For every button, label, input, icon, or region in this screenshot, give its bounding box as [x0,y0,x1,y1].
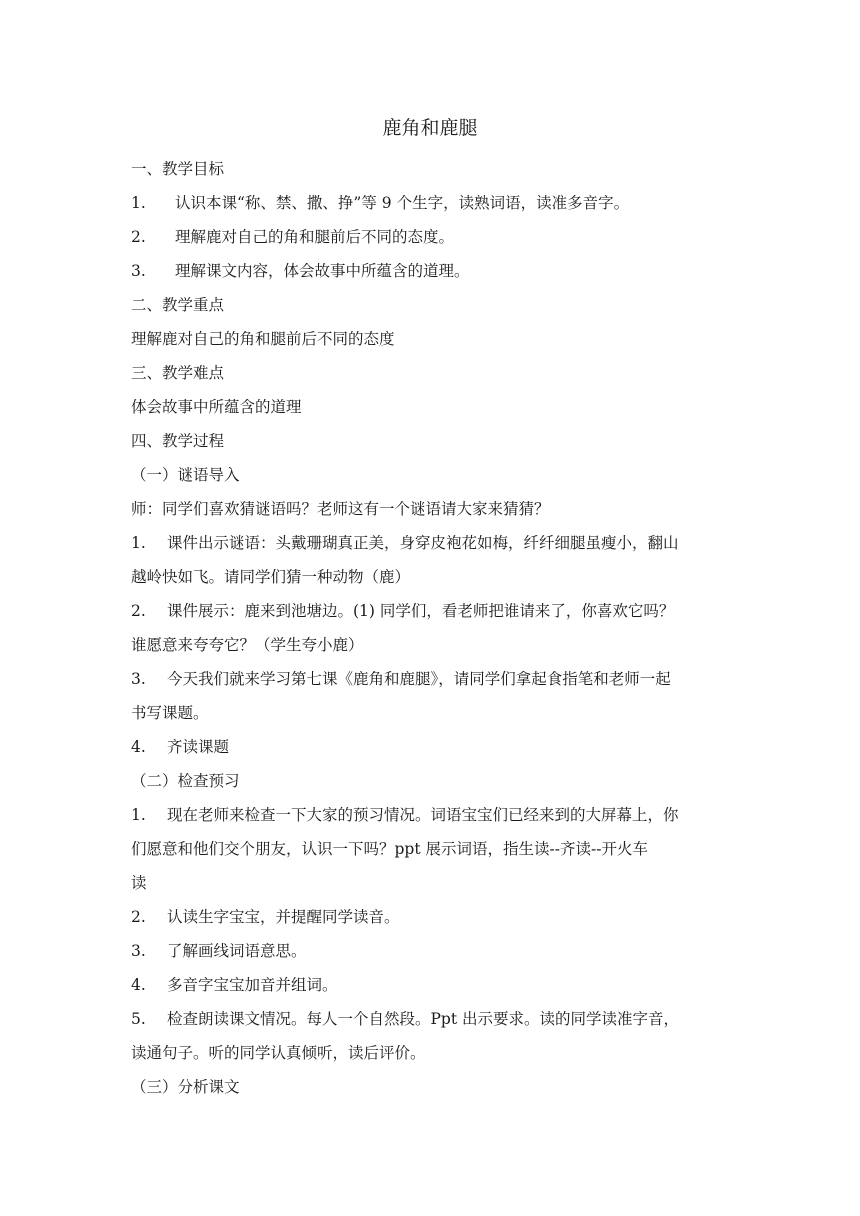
difficulty-heading: 三、教学难点 [131,364,225,382]
goal-item: 2. 理解鹿对自己的角和腿前后不同的态度。 [131,228,455,246]
goal-item: 3. 理解课文内容，体会故事中所蕴含的道理。 [131,262,470,280]
process-item: 4. 多音字宝宝加音并组词。 [131,976,338,994]
key-heading: 二、教学重点 [131,296,225,314]
part1-intro: 师：同学们喜欢猜谜语吗？老师这有一个谜语请大家来猜猜？ [131,500,550,518]
part1-heading: （一）谜语导入 [131,466,240,484]
process-item: 3. 了解画线词语意思。 [131,942,307,960]
process-item: 2. 认读生字宝宝，并提醒同学读音。 [131,908,400,926]
process-item: 3. 今天我们就来学习第七课《鹿角和鹿腿》，请同学们拿起食指笔和老师一起 [131,670,671,688]
process-item-continued: 读 [131,874,147,892]
document-title: 鹿角和鹿腿 [382,117,478,139]
key-text: 理解鹿对自己的角和腿前后不同的态度 [131,330,395,348]
part3-heading: （三）分析课文 [131,1078,240,1096]
process-item: 4. 齐读课题 [131,738,230,756]
process-item-continued: 书写课题。 [131,704,209,722]
process-item: 1. 现在老师来检查一下大家的预习情况。词语宝宝们已经来到的大屏幕上，你 [131,806,679,824]
document-body [131,152,731,1104]
goals-heading: 一、教学目标 [131,160,225,178]
goal-item: 1. 认识本课“称、禁、撒、挣”等 9 个生字，读熟词语，读准多音字。 [131,194,630,212]
process-item-continued: 谁愿意来夸夸它？（学生夸小鹿） [131,636,364,654]
process-item-continued: 们愿意和他们交个朋友，认识一下吗？ppt 展示词语，指生读--齐读--开火车 [131,840,648,858]
process-item: 2. 课件展示：鹿来到池塘边。(1) 同学们，看老师把谁请来了，你喜欢它吗？ [131,602,675,620]
part2-heading: （二）检查预习 [131,772,240,790]
process-item-continued: 读通句子。听的同学认真倾听，读后评价。 [131,1044,426,1062]
difficulty-text: 体会故事中所蕴含的道理 [131,398,302,416]
process-item-continued: 越岭快如飞。请同学们猜一种动物（鹿） [131,568,411,586]
process-item: 5. 检查朗读课文情况。每人一个自然段。Ppt 出示要求。读的同学读准字音， [131,1010,680,1028]
process-item: 1. 课件出示谜语：头戴珊瑚真正美，身穿皮袍花如梅，纤纤细腿虽瘦小，翻山 [131,534,679,552]
process-heading: 四、教学过程 [131,432,225,450]
